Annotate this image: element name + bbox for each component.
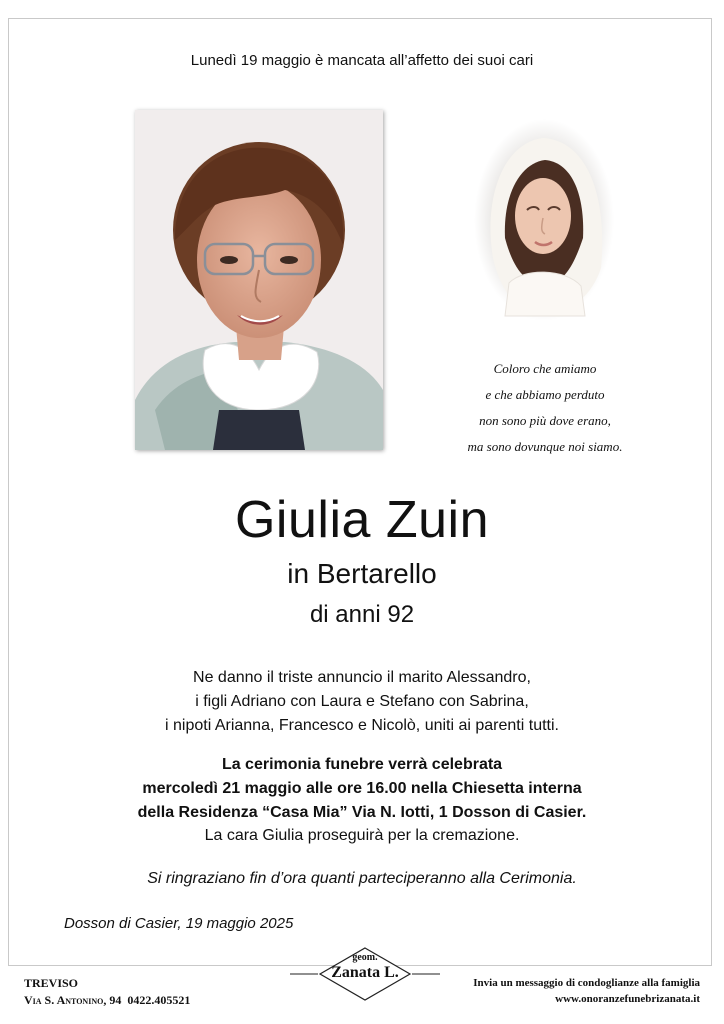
footer-street: Via S. Antonino, 94 <box>24 993 122 1007</box>
ceremony-line: mercoledì 21 maggio alle ore 16.00 nella Chiesetta interna <box>142 780 582 797</box>
footer-city: TREVISO <box>24 976 79 990</box>
deceased-portrait-photo <box>135 110 383 450</box>
memorial-verse <box>445 356 645 460</box>
announcement-line: i nipoti Arianna, Francesco e Nicolò, uniti ai parenti tutti. <box>165 717 559 734</box>
dateline: Dosson di Casier, 19 maggio 2025 <box>64 915 294 932</box>
footer-phone: 0422.405521 <box>127 993 191 1007</box>
cremation-note: La cara Giulia proseguirà per la cremazione. <box>204 827 520 844</box>
ceremony-line: La cerimonia funebre verrà celebrata <box>221 756 503 773</box>
footer-address <box>24 975 190 1009</box>
deceased-age: di anni 92 <box>309 601 415 628</box>
intro-line: Lunedì 19 maggio è mancata all’affetto dei suoi cari <box>190 52 534 69</box>
ceremony-line: della Residenza “Casa Mia” Via N. Iotti, 1 Dosson di Casier. <box>137 804 587 821</box>
verse-line: e che abbiamo perduto <box>485 387 605 402</box>
zanata-diamond-logo <box>290 944 440 1002</box>
married-name: in Bertarello <box>287 558 437 589</box>
announcement-line: Ne danno il triste annuncio il marito Alessandro, <box>193 669 531 686</box>
verse-line: non sono più dove erano, <box>479 413 611 428</box>
verse-line: Coloro che amiamo <box>493 361 597 376</box>
announcement-line: i figli Adriano con Laura e Stefano con Sabrina, <box>195 693 529 710</box>
ceremony-block <box>0 753 724 825</box>
thanks-line: Si ringraziano fin d’ora quanti parteciperanno alla Cerimonia. <box>147 870 577 887</box>
announcement-block <box>0 666 724 738</box>
madonna-oval-image <box>473 118 615 322</box>
logo-name: Zanata L. <box>331 964 399 981</box>
website-link[interactable]: www.onoranzefunebrizanata.it <box>555 993 700 1005</box>
footer-condolences <box>473 975 700 1007</box>
logo-prefix: geom. <box>352 952 378 963</box>
condolence-message-line: Invia un messaggio di condoglianze alla famiglia <box>473 977 700 989</box>
deceased-name: Giulia Zuin <box>234 491 490 549</box>
verse-line: ma sono dovunque noi siamo. <box>467 439 623 454</box>
